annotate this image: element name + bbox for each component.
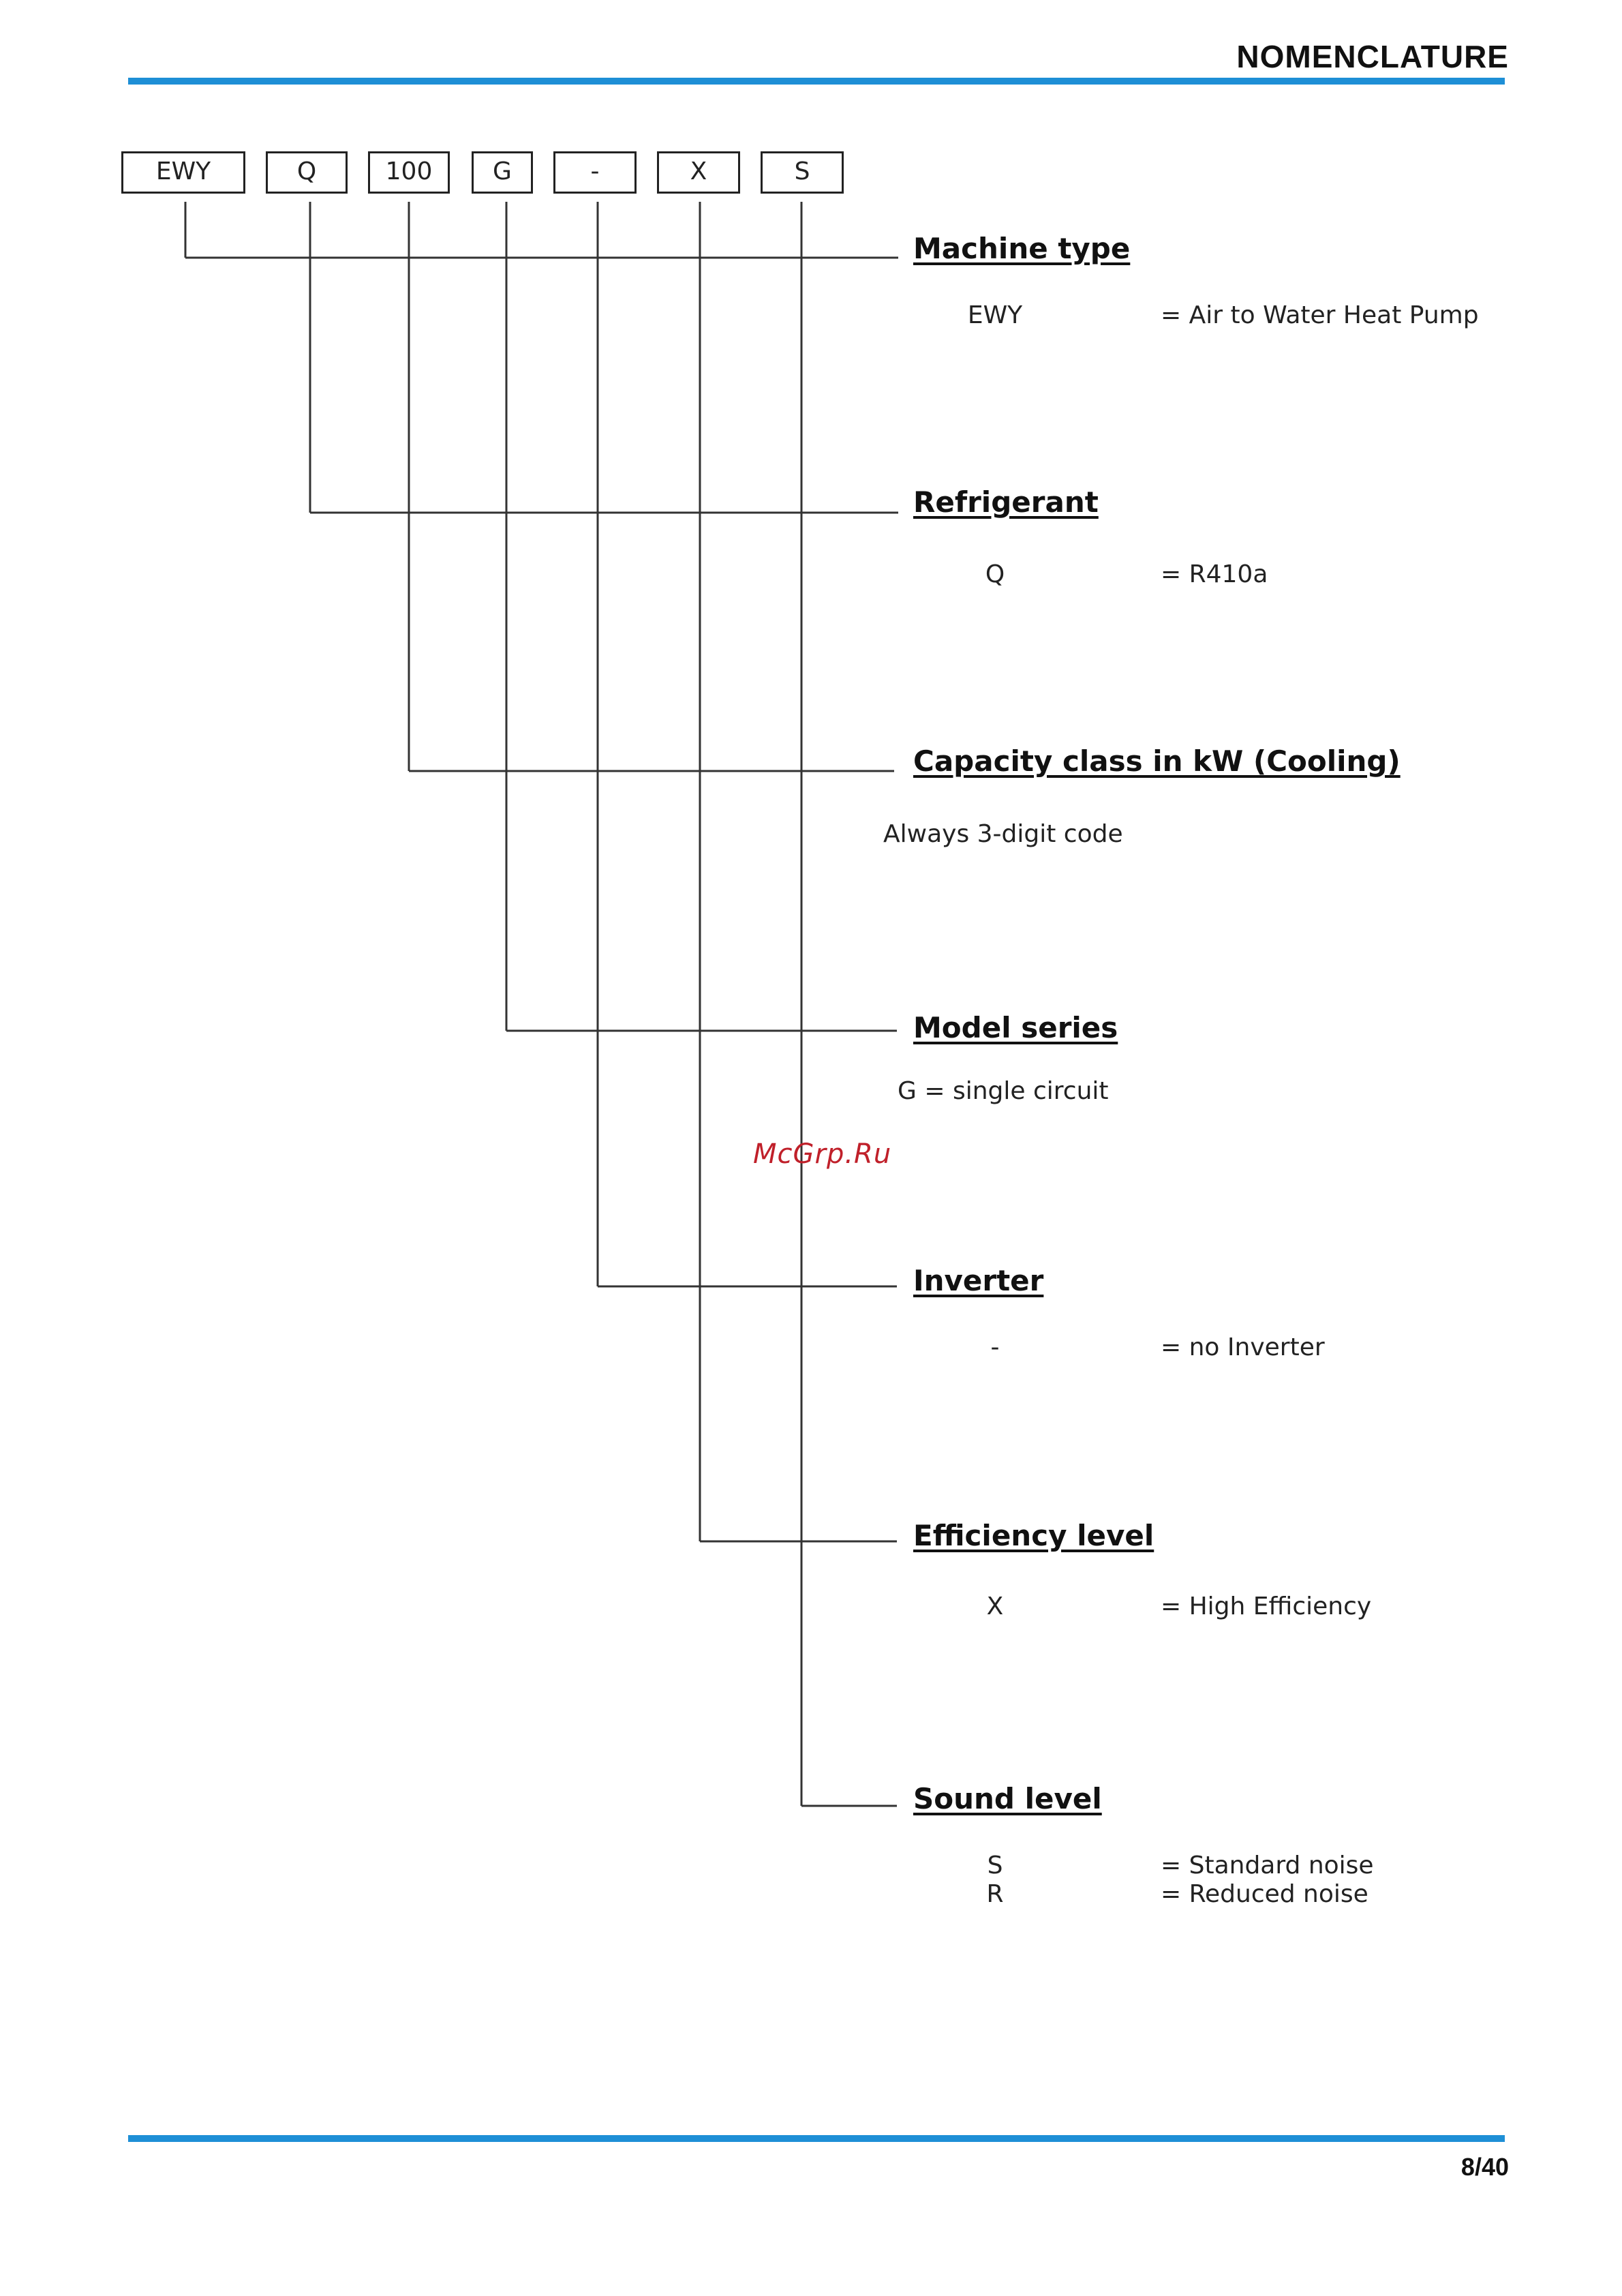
code-box-model-series: G	[472, 151, 533, 194]
model-series-note: G = single circuit	[898, 1077, 1109, 1105]
refrigerant-title: Refrigerant	[913, 485, 1099, 519]
code-box-refrigerant: Q	[266, 151, 348, 194]
refrigerant-meaning: = R410a	[1161, 560, 1268, 588]
code-box-capacity: 100	[368, 151, 450, 194]
page-title: NOMENCLATURE	[1236, 39, 1509, 74]
capacity-note: Always 3-digit code	[883, 820, 1123, 848]
code-box-efficiency: X	[657, 151, 740, 194]
footer-rule	[128, 2135, 1505, 2142]
machine-type-title: Machine type	[913, 232, 1131, 265]
page-number: 8/40	[1460, 2153, 1509, 2181]
inverter-title: Inverter	[913, 1264, 1044, 1297]
efficiency-meaning: = High Efficiency	[1161, 1592, 1372, 1620]
inverter-code: -	[990, 1333, 1000, 1361]
sound-code-r: R	[986, 1880, 1004, 1908]
sound-title: Sound level	[913, 1782, 1102, 1815]
refrigerant-code: Q	[985, 560, 1005, 588]
watermark: McGrp.Ru	[753, 1138, 892, 1170]
code-box-inverter: -	[553, 151, 637, 194]
inverter-meaning: = no Inverter	[1161, 1333, 1325, 1361]
machine-type-meaning: = Air to Water Heat Pump	[1161, 301, 1479, 329]
machine-type-code: EWY	[967, 301, 1023, 329]
model-series-title: Model series	[913, 1011, 1118, 1044]
code-box-sound: S	[761, 151, 844, 194]
efficiency-code: X	[986, 1592, 1004, 1620]
efficiency-title: Efficiency level	[913, 1519, 1154, 1552]
code-box-machine-type: EWY	[121, 151, 245, 194]
capacity-title: Capacity class in kW (Cooling)	[913, 744, 1401, 778]
sound-code-s: S	[987, 1852, 1003, 1879]
sound-meaning-s: = Standard noise	[1161, 1852, 1374, 1879]
sound-meaning-r: = Reduced noise	[1161, 1880, 1368, 1908]
